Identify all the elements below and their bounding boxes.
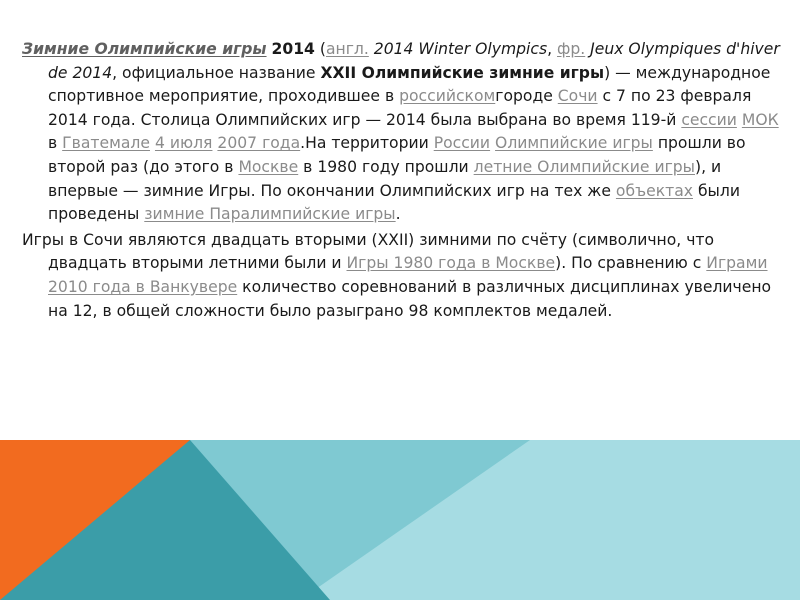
paragraph-2: Игры в Сочи являются двадцать вторыми (XXII) зимними по счёту (символично, что двадцать вторыми летними были и Игры 1980 года в Москве). По сравнению с Играми 2010 года в Ванкувере количество соревнований в различных дисциплинах увеличено на 12, в общей сложности было разыграно 98 комплектов медалей. (22, 230, 772, 320)
guatemala-link[interactable]: Гватемале (62, 134, 150, 153)
ioc-link[interactable]: МОК (741, 110, 779, 129)
july-link[interactable]: 4 июля (154, 134, 213, 153)
title-link[interactable]: Зимние Олимпийские игры (22, 40, 267, 58)
olympic-games-link[interactable]: Олимпийские игры (495, 134, 653, 153)
moscow-link[interactable]: Москве (238, 157, 299, 176)
year-text: 2014 (271, 40, 315, 58)
year-2007-link[interactable]: 2007 года (217, 134, 301, 153)
session-link[interactable]: сессии (681, 110, 737, 129)
summer-olympics-link[interactable]: летние Олимпийские игры (473, 157, 695, 176)
official-name: XXII Олимпийские зимние игры (320, 63, 605, 82)
english-abbr-link[interactable]: англ. (325, 40, 369, 58)
russian-link[interactable]: российском (399, 87, 496, 106)
sochi-link[interactable]: Сочи (557, 87, 598, 106)
french-name: Jeux Olympiques d'hiver de 2014 (48, 40, 780, 82)
paralympic-link[interactable]: зимние Паралимпийские игры (144, 205, 396, 224)
games-1980-link[interactable]: Игры 1980 года в Москве (346, 254, 556, 273)
english-name: 2014 Winter Olympics (368, 40, 548, 58)
russia-link[interactable]: России (433, 134, 491, 153)
vancouver-link[interactable]: Играми 2010 года в Ванкувере (48, 254, 768, 296)
french-abbr-link[interactable]: фр. (557, 40, 586, 58)
venues-link[interactable]: объектах (615, 181, 693, 200)
paragraph-1: Зимние Олимпийские игры 2014 (англ. 2014 Winter Olympics, фр. Jeux Olympiques d'hiver de 2014, официальное название XXII Олимпийские зимние игры) — международное спортивное мероприятие, проходившее в российскомгороде Сочи с 7 по 23 февраля 2014 года. Столица Олимпийских игр — 2014 была выбрана во время 119-й сессии МОК в Гватемале 4 июля 2007 года.На территории России Олимпийские игры прошли во второй раз (до этого в Москве в 1980 году прошли летние Олимпийские игры), и впервые — зимние Игры. По окончании Олимпийских игр на тех же объектах были проведены зимние Паралимпийские игры. (22, 40, 780, 224)
